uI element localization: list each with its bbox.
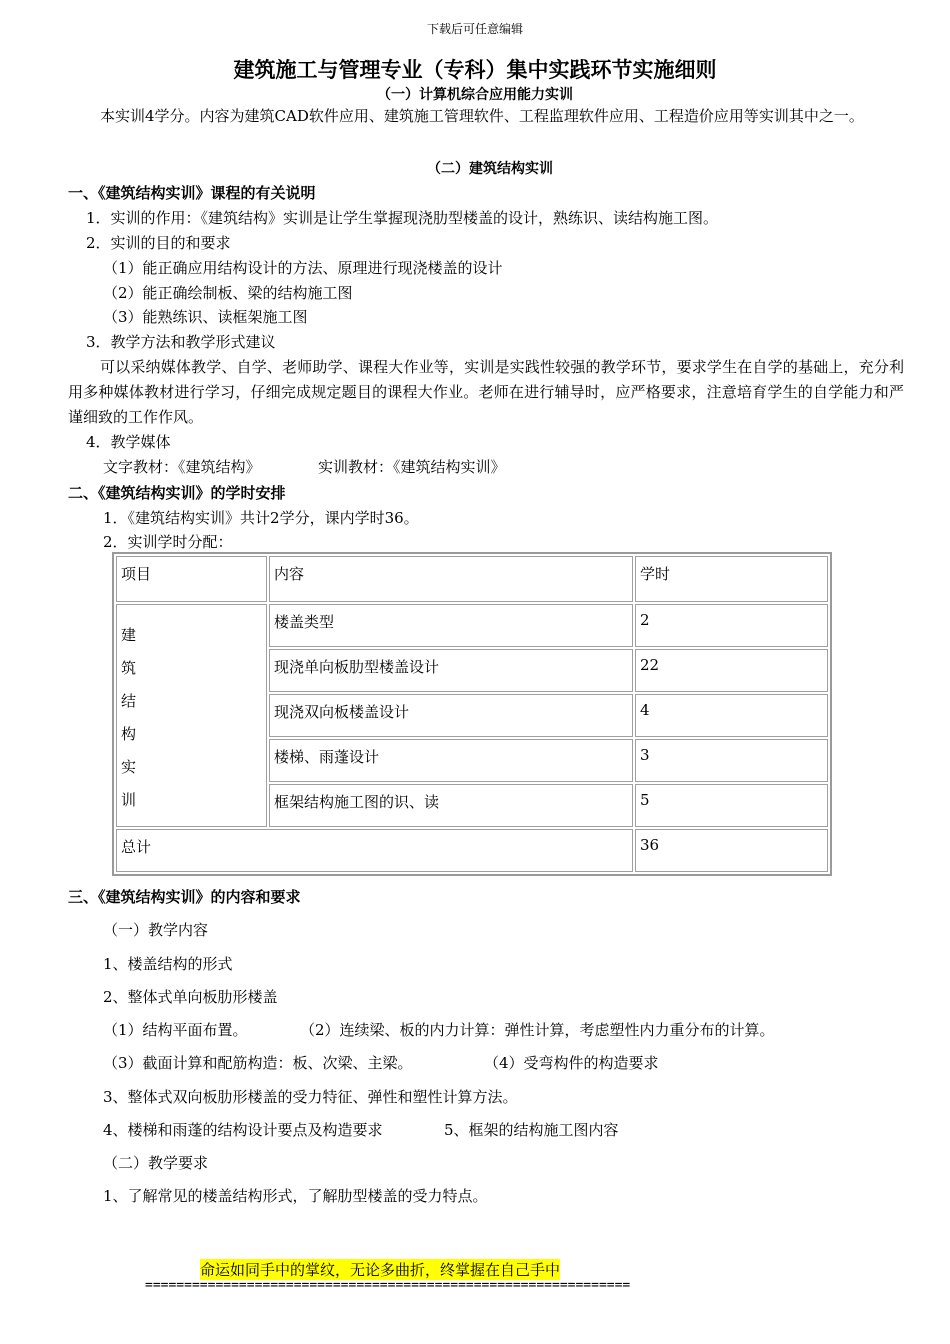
- content-item-5: 5、框架的结构施工图内容: [444, 1121, 619, 1139]
- table-cell-content: 框架结构施工图的识、读: [269, 784, 633, 827]
- table-cell-content: 楼梯、雨蓬设计: [269, 739, 633, 782]
- item-goals: 2．实训的目的和要求: [86, 234, 231, 252]
- hour-allocation-label: 2．实训学时分配：: [103, 533, 233, 551]
- content-sub-1: （1）结构平面布置。: [103, 1021, 248, 1039]
- item-media: 4．教学媒体: [86, 433, 171, 451]
- item-purpose: 1．实训的作用：《建筑结构》实训是让学生掌握现浇肋型楼盖的设计，熟练识、读结构施工图。: [86, 209, 719, 227]
- section-heading-2: 二、《建筑结构实训》的学时安排: [68, 484, 286, 502]
- table-cell-hours: 22: [635, 649, 828, 692]
- content-item-2: 2、整体式单向板肋形楼盖: [103, 988, 278, 1006]
- section-subtitle-computer: （一）计算机综合应用能力实训: [377, 87, 573, 103]
- requirements-heading: （二）教学要求: [103, 1154, 209, 1172]
- document-title: 建筑施工与管理专业（专科）集中实践环节实施细则: [233, 57, 717, 82]
- table-cell-hours: 3: [635, 739, 828, 782]
- content-sub-3: （3）截面计算和配筋构造：板、次梁、主梁。: [103, 1054, 413, 1072]
- section-subtitle-structure: （二）建筑结构实训: [427, 161, 553, 177]
- total-label: 总计: [116, 829, 633, 872]
- table-cell-content: 现浇单向板肋型楼盖设计: [269, 649, 633, 692]
- section-heading-3: 三、《建筑结构实训》的内容和要求: [68, 888, 301, 906]
- footer-quote: 命运如同手中的掌纹，无论多曲折，终掌握在自己手中: [200, 1261, 561, 1279]
- total-hours: 36: [635, 829, 828, 872]
- credit-hours: 1．《建筑结构实训》共计2学分，课内学时36。: [103, 509, 419, 527]
- page-header: 下载后可任意编辑: [426, 22, 523, 36]
- project-cell: [116, 604, 267, 827]
- requirement-3: （3）能熟练识、读框架施工图: [103, 308, 308, 326]
- table-cell-hours: 2: [635, 604, 828, 647]
- section-heading-1: 一、《建筑结构实训》课程的有关说明: [68, 184, 316, 202]
- media-practice-book: 实训教材：《建筑结构实训》: [318, 458, 506, 476]
- project-char: 构: [121, 725, 137, 743]
- project-char: 建: [121, 626, 137, 644]
- table-cell-content: 楼盖类型: [269, 604, 633, 647]
- table-cell-hours: 5: [635, 784, 828, 827]
- table-cell-hours: 4: [635, 694, 828, 737]
- content-heading: （一）教学内容: [103, 921, 209, 939]
- media-text-book: 文字教材：《建筑结构》: [103, 458, 261, 476]
- content-sub-2: （2）连续梁、板的内力计算：弹性计算，考虑塑性内力重分布的计算。: [300, 1021, 775, 1039]
- requirement-item-1: 1、了解常见的楼盖结构形式，了解肋型楼盖的受力特点。: [103, 1187, 488, 1205]
- project-char: 结: [121, 692, 137, 710]
- footer-divider: ==============================================================: [145, 1278, 631, 1293]
- requirement-1: （1）能正确应用结构设计的方法、原理进行现浇楼盖的设计: [103, 259, 503, 277]
- header-hours: 学时: [635, 556, 828, 602]
- methods-paragraph: 可以采纳媒体教学、自学、老师助学、课程大作业等，实训是实践性较强的教学环节，要求学生在自学的基础上，充分利用多种媒体教材进行学习，仔细完成规定题目的课程大作业。老师在进行辅导时，应严格要求，注意培育学生的自学能力和严谨细致的工作作风。: [68, 358, 904, 426]
- content-item-1: 1、楼盖结构的形式: [103, 955, 233, 973]
- hours-table: [112, 552, 832, 876]
- intro-paragraph: 本实训4学分。内容为建筑CAD软件应用、建筑施工管理软件、工程监理软件应用、工程造价应用等实训其中之一。: [100, 107, 864, 125]
- project-char: 筑: [121, 659, 137, 677]
- content-item-3: 3、整体式双向板肋形楼盖的受力特征、弹性和塑性计算方法。: [103, 1088, 518, 1106]
- header-content: 内容: [269, 556, 633, 602]
- content-sub-4: （4）受弯构件的构造要求: [484, 1054, 659, 1072]
- header-item: 项目: [116, 556, 267, 602]
- project-char: 实: [121, 758, 137, 776]
- project-char: 训: [121, 791, 137, 809]
- table-cell-content: 现浇双向板楼盖设计: [269, 694, 633, 737]
- requirement-2: （2）能正确绘制板、梁的结构施工图: [103, 284, 353, 302]
- item-methods: 3．教学方法和教学形式建议: [86, 333, 276, 351]
- content-item-4: 4、楼梯和雨蓬的结构设计要点及构造要求: [103, 1121, 383, 1139]
